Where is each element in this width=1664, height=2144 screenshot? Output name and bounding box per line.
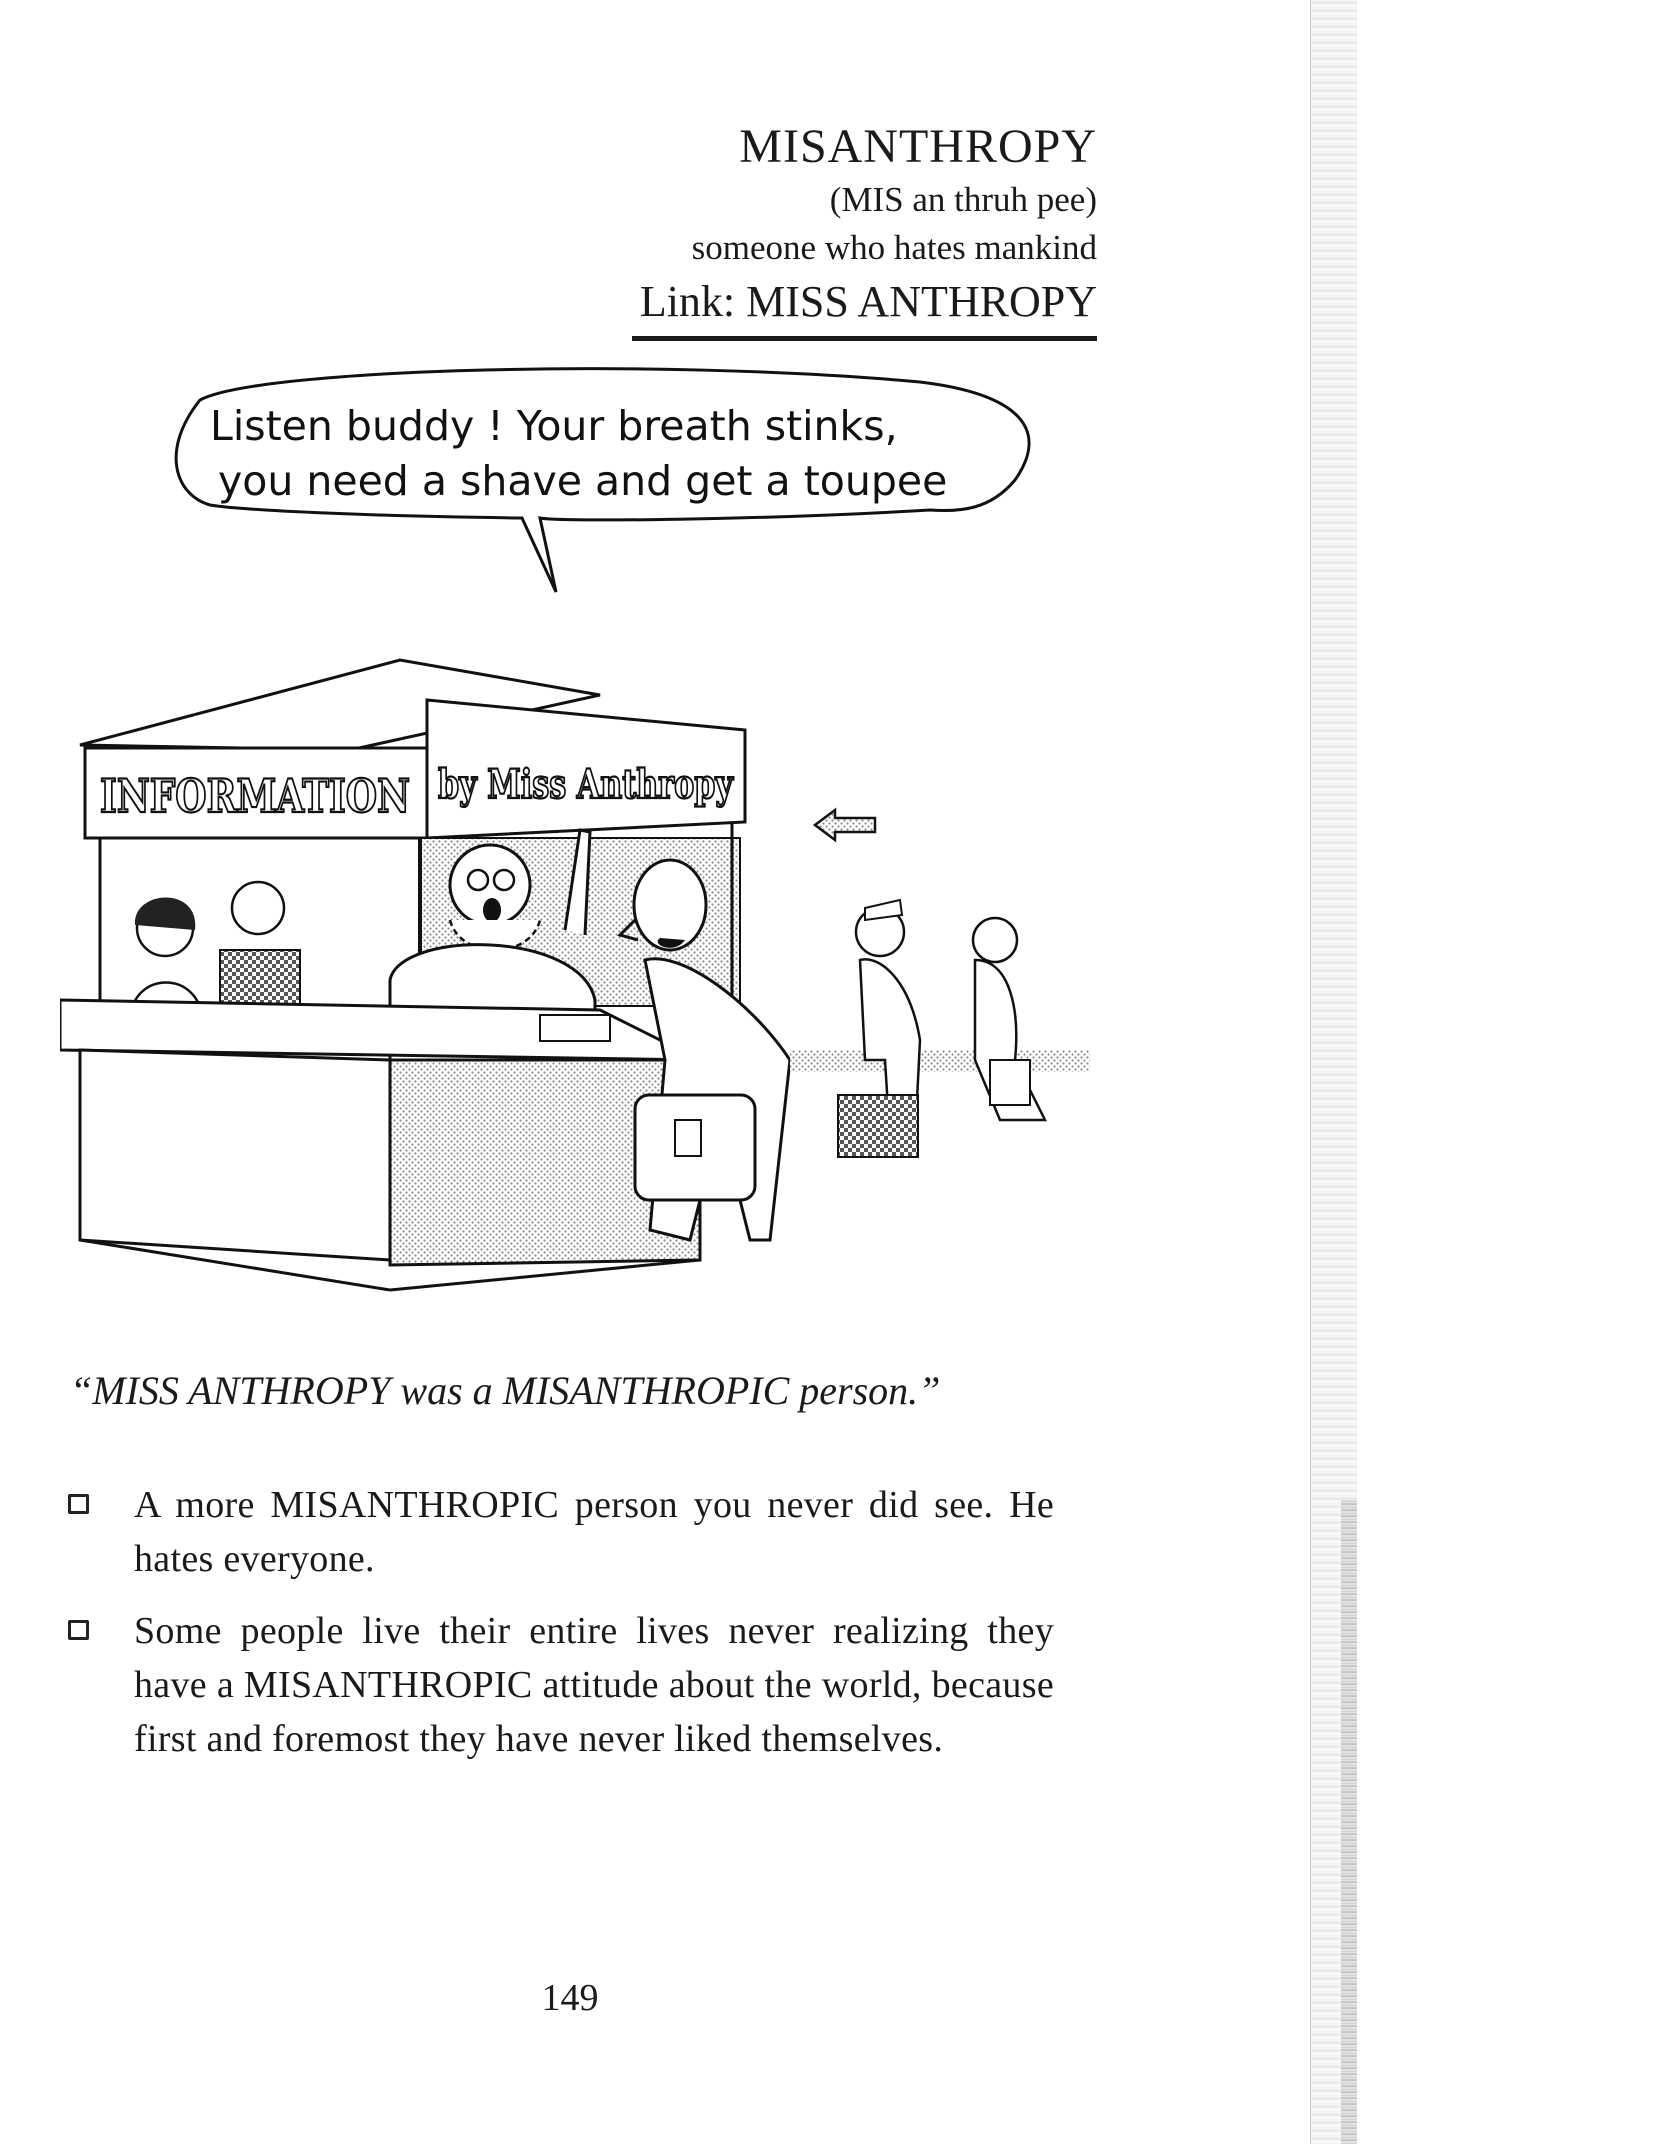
definition: someone who hates mankind	[691, 228, 1097, 267]
pronunciation: (MIS an thruh pee)	[829, 180, 1097, 219]
speech-line-1: Listen buddy ! Your breath stinks,	[210, 402, 898, 450]
arrow-icon	[815, 810, 875, 840]
bullet-item	[68, 1604, 1072, 1766]
speech-bubble	[176, 369, 1029, 592]
caption-sentence: “MISS ANTHROPY was a MISANTHROPIC person.”	[70, 1368, 941, 1413]
background-travelers	[790, 900, 1090, 1157]
link-phrase: Link: MISS ANTHROPY	[632, 272, 1097, 341]
speech-line-2: you need a shave and get a toupee	[218, 457, 948, 505]
checkbox-icon	[68, 1494, 89, 1514]
headword: MISANTHROPY	[739, 120, 1097, 173]
example-bullets	[68, 1478, 1072, 1784]
bullet-item	[68, 1478, 1072, 1586]
bullet-text: Some people live their entire lives never realizing they have a MISANTHROPIC attitude about the world, because first and foremost they have never liked themselves.	[134, 1610, 1054, 1760]
sign-information: INFORMATION	[100, 769, 410, 823]
page-number: 149	[541, 1977, 599, 2019]
bullet-text: A more MISANTHROPIC person you never did see. He hates everyone.	[134, 1484, 1054, 1580]
cartoon-illustration	[60, 360, 1090, 1350]
checkbox-icon	[68, 1620, 89, 1640]
entry-header	[397, 118, 1097, 341]
page-gutter-edge	[1310, 0, 1357, 2144]
sign-by-miss-anthropy: by Miss Anthropy	[438, 761, 735, 808]
